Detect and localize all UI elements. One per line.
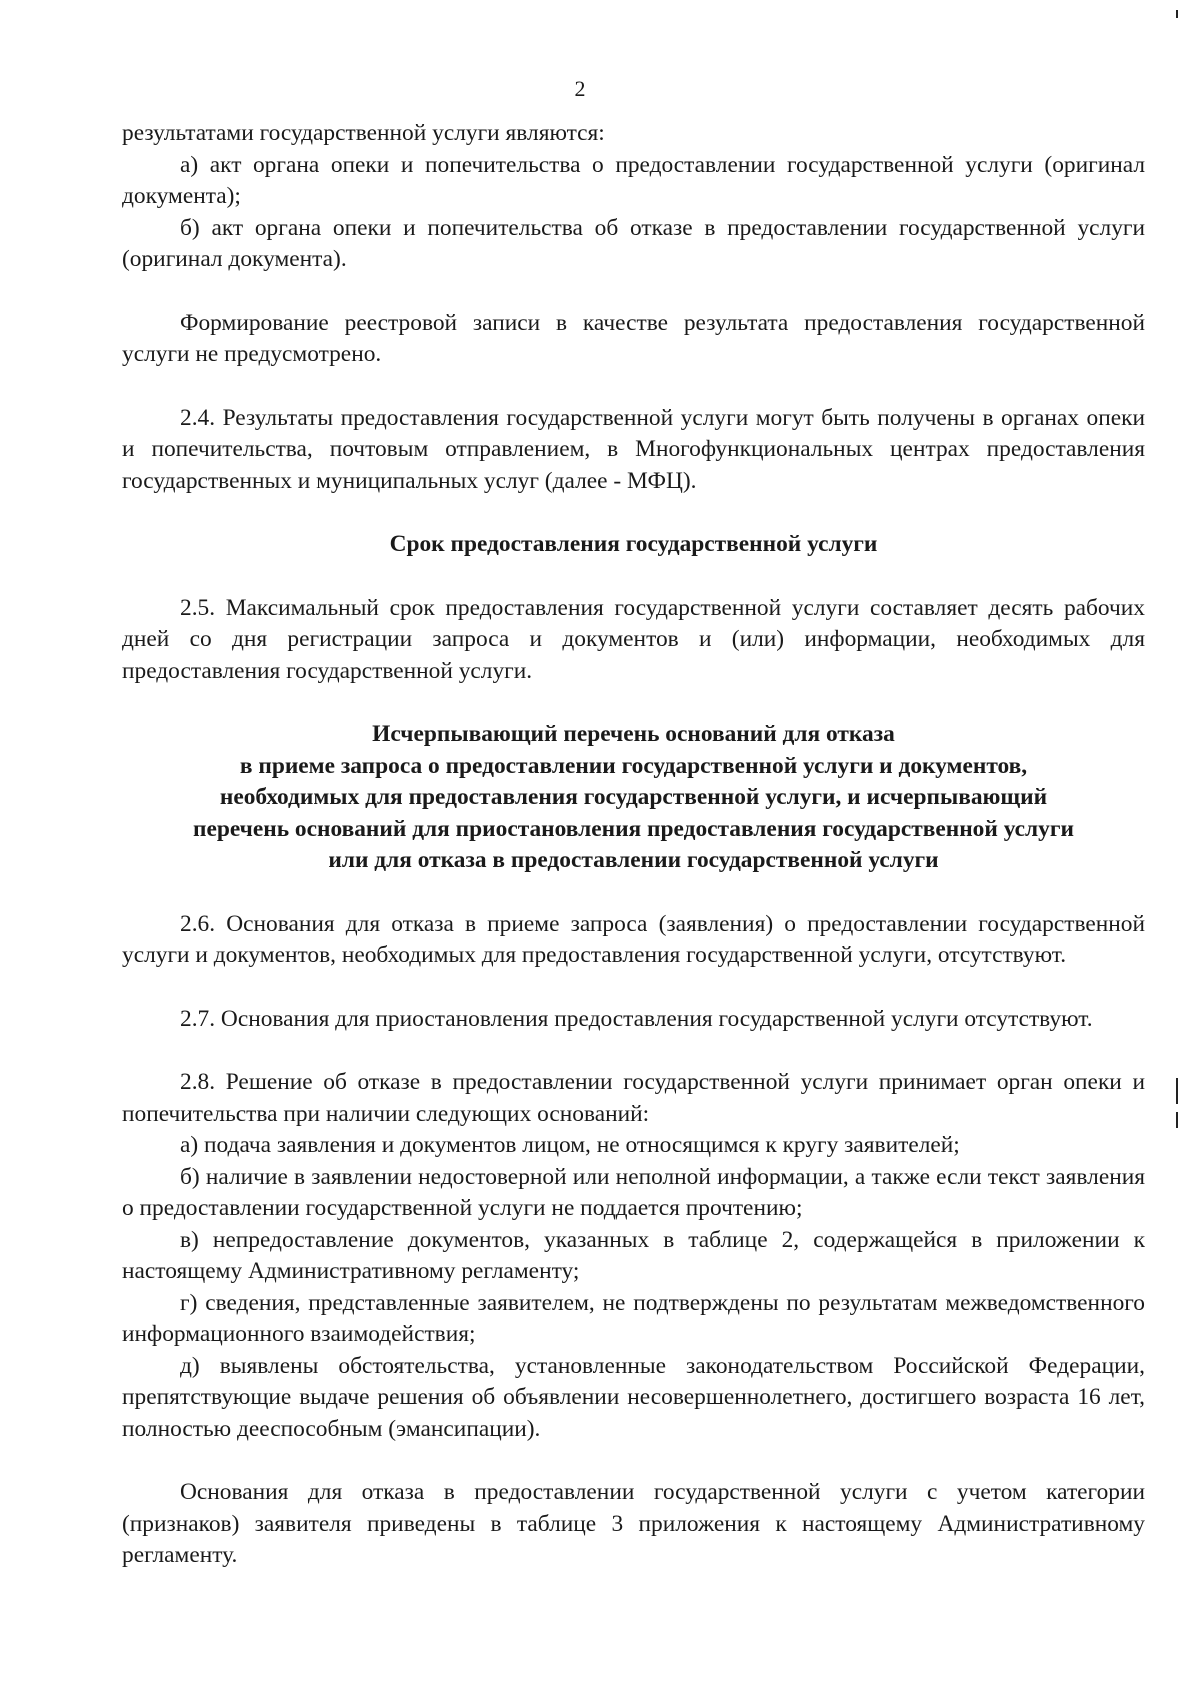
paragraph-2-8-g: г) сведения, представленные заявителем, не подтверждены по результатам межведомственного информационного взаимодействия; <box>122 1289 1145 1347</box>
paragraph-item-b: б) акт органа опеки и попечительства об отказе в предоставлении государственной услуги (оригинал документа). <box>122 214 1145 272</box>
paragraph-2-8-a: а) подача заявления и документов лицом, не относящимся к кругу заявителей; <box>180 1132 960 1158</box>
heading-line: необходимых для предоставления государственной услуги, и исчерпывающий <box>219 784 1048 810</box>
paragraph-category-refusal: Основания для отказа в предоставлении государственной услуги с учетом категории (признаков) заявителя приведены в таблице 3 приложения к настоящему Административному регламенту. <box>122 1479 1145 1568</box>
paragraph-2-8-d: д) выявлены обстоятельства, установленные законодательством Российской Федерации, препятствующие выдаче решения об объявлении несовершеннолетнего, достигшего возраста 16 лет, полностью дееспособным (эмансипации). <box>122 1352 1145 1442</box>
scan-artifact <box>1176 1078 1178 1104</box>
paragraph-2-8: 2.8. Решение об отказе в предоставлении государственной услуги принимает орган опеки и попечительства при наличии следующих оснований: <box>122 1069 1145 1127</box>
paragraph-2-4: 2.4. Результаты предоставления государственной услуги могут быть получены в органах опеки и попечительства, почтовым отправлением, в Многофункциональных центрах предоставления государственных и муниципальных услуг (далее - МФЦ). <box>122 404 1145 494</box>
heading-line: перечень оснований для приостановления предоставления государственной услуги <box>193 815 1074 842</box>
paragraph-results-intro: результатами государственной услуги являются: <box>122 120 605 146</box>
paragraph-2-7: 2.7. Основания для приостановления предоставления государственной услуги отсутствуют. <box>180 1005 1093 1032</box>
heading-refusal-grounds <box>122 719 1145 877</box>
paragraph-2-8-v: в) непредоставление документов, указанных в таблице 2, содержащейся в приложении к настоящему Административному регламенту; <box>122 1226 1145 1284</box>
paragraph-registry-record: Формирование реестровой записи в качестве результата предоставления государственной услуги не предусмотрено. <box>122 309 1145 367</box>
scan-artifact <box>1176 1112 1178 1128</box>
page-number: 2 <box>574 76 586 101</box>
paragraph-2-6: 2.6. Основания для отказа в приеме запроса (заявления) о предоставлении государственной услуги и документов, необходимых для предоставления государственной услуги, отсутствуют. <box>122 910 1145 968</box>
heading-service-term: Срок предоставления государственной услуги <box>389 531 878 557</box>
paragraph-2-8-b: б) наличие в заявлении недостоверной или неполной информации, а также если текст заявления о предоставлении государственной услуги не поддается прочтению; <box>122 1163 1145 1221</box>
document-body <box>122 118 1145 1572</box>
heading-line: Исчерпывающий перечень оснований для отказа <box>372 721 895 747</box>
paragraph-2-5: 2.5. Максимальный срок предоставления государственной услуги составляет десять рабочих дней со дня регистрации запроса и документов и (или) информации, необходимых для предоставления государственной услуги. <box>122 594 1145 684</box>
heading-line: в приеме запроса о предоставлении государственной услуги и документов, <box>239 752 1028 779</box>
heading-line: или для отказа в предоставлении государственной услуги <box>328 847 939 873</box>
paragraph-item-a: а) акт органа опеки и попечительства о предоставлении государственной услуги (оригинал документа); <box>122 151 1145 209</box>
scan-artifact <box>1176 10 1178 18</box>
